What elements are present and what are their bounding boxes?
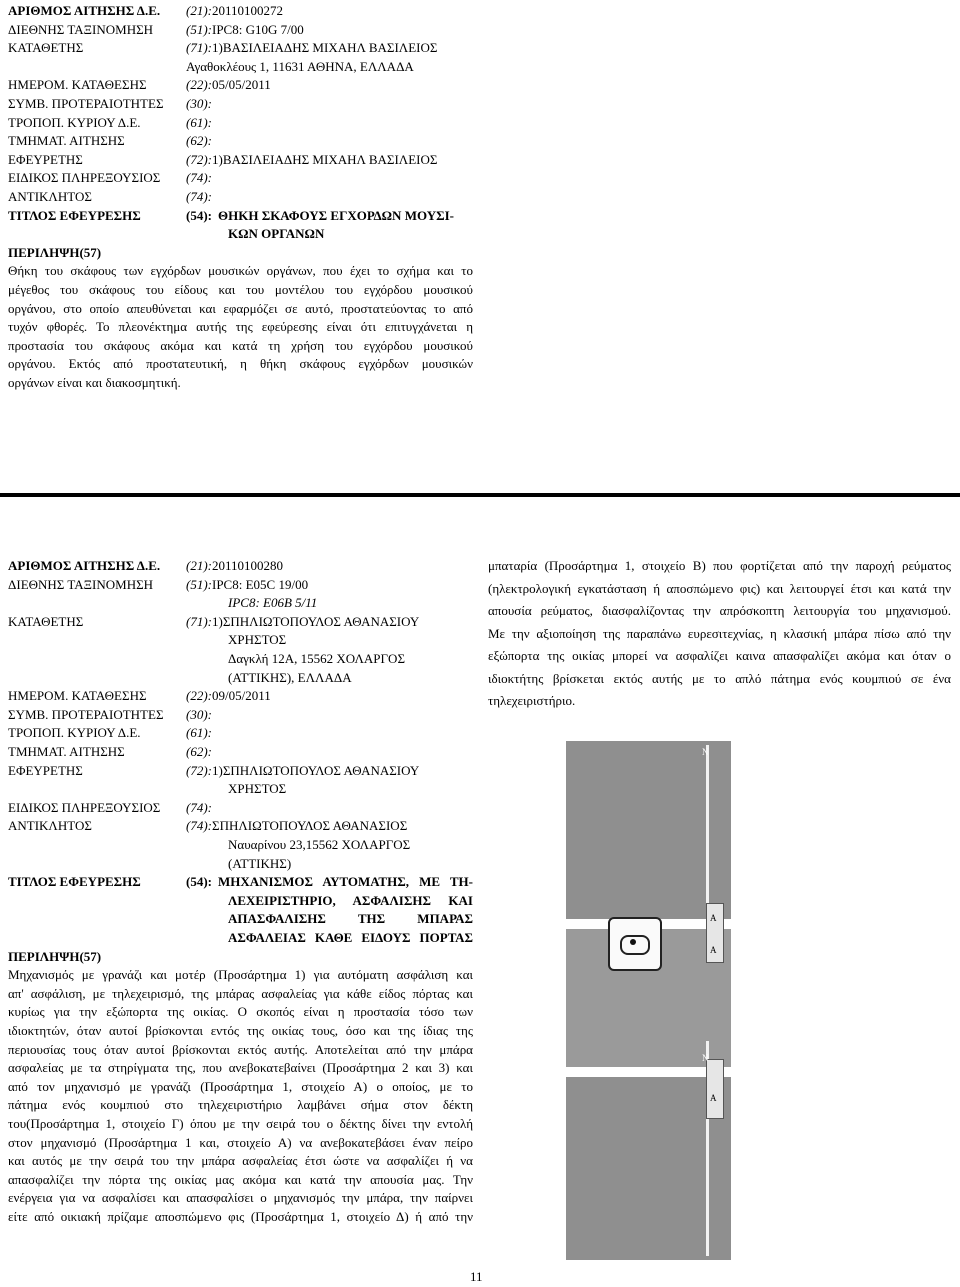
- field-value: [186, 762, 419, 781]
- field-value: [186, 576, 308, 595]
- continuation-line: τηλεχειριστήριο.: [488, 693, 576, 708]
- field-row: [8, 799, 473, 818]
- abstract-line: απασφαλίζει την πόρτα της οικίας μας ακόμα και κατά την απουσία μας. Την: [8, 1171, 473, 1187]
- continuation-line: μπαταρία (Προσάρτημα 1, στοιχείο Β) που φορτίζεται από την παροχή ρεύματος: [488, 558, 951, 573]
- field-code: (72):: [186, 151, 212, 167]
- field-text: Ναυαρίνου 23,15562 ΧΟΛΑΡΓΟΣ: [228, 837, 411, 852]
- abstract-line: και αυτός με την σειρά του την μπάρα ασφαλείας έτσι ώστε να ασφαλίζει ή να: [8, 1153, 473, 1169]
- field-value: [228, 594, 317, 613]
- field-label: ΚΑΤΑΘΕΤΗΣ: [8, 613, 84, 629]
- field-value: [186, 799, 212, 818]
- continuation-line: (ηλεκτρολογική εγκατάσταση ή αποσπώμενο φις) και λειτουργεί έτσι και κατά την: [488, 580, 951, 596]
- field-row: [8, 2, 473, 21]
- field-code: (72):: [186, 762, 212, 778]
- field-label: ΕΦΕΥΡΕΤΗΣ: [8, 151, 83, 167]
- field-row: [8, 706, 473, 725]
- field-code: (74):: [186, 799, 212, 815]
- field-value: [186, 21, 304, 40]
- invention-title-line: ΛΕΧΕΙΡΙΣΤΗΡΙΟ, ΑΣΦΑΛΙΣΗΣ ΚΑΙ: [228, 892, 473, 908]
- field-row: [8, 21, 473, 40]
- figure-letter-5: Α: [710, 1093, 717, 1103]
- figure-letter-4: Ν: [702, 1053, 709, 1063]
- field-text: (ΑΤΤΙΚΗΣ), ΕΛΛΑΔΑ: [228, 669, 352, 685]
- abstract-line: από τον μηχανισμό με γρανάζι (Προσάρτημα 1, στοιχείο Α) ο οποίος, με το: [8, 1078, 473, 1094]
- field-value: [186, 132, 212, 151]
- field-code: (21):: [186, 3, 212, 18]
- figure-letter-3: Α: [710, 945, 717, 955]
- field-row: [8, 855, 473, 874]
- invention-title-line: ΜΗΧΑΝΙΣΜΟΣ ΑΥΤΟΜΑΤΗΣ, ΜΕ ΤΗ-: [218, 874, 473, 890]
- abstract-line: απ' ασφάλιση, με τηλεχειρισμό, της μπάρας ασφαλείας για κάθε είδος πόρτας και: [8, 985, 473, 1001]
- field-text: IPC8: E06B 5/11: [228, 595, 318, 611]
- field-value: [228, 836, 410, 855]
- receiver-dot: [630, 939, 636, 945]
- field-value: [186, 2, 283, 21]
- continuation-line: ιδιοκτήτης βρίσκεται εκτός αυτής με το απλό πάτημα ενός κουμπιού σε ένα: [488, 670, 951, 686]
- field-label: ΔΙΕΘΝΗΣ ΤΑΞΙΝΟΜΗΣΗ: [8, 21, 154, 37]
- abstract-line: κυρίως για την εξώπορτα της οικίας. Ο σκοπός είναι η προστασία τόσο των: [8, 1004, 473, 1020]
- field-value: [228, 855, 291, 874]
- field-row: [8, 613, 473, 632]
- field-row: [8, 780, 473, 799]
- field-value: [186, 76, 271, 95]
- field-value: [186, 114, 212, 133]
- invention-title-code: (54):: [186, 874, 212, 890]
- abstract-heading: ΠΕΡΙΛΗΨΗ(57): [8, 244, 102, 260]
- abstract-line: ενέργεια για να ασφαλίσει και απασφαλίσει ο μηχανισμός την μπάρα, την παίρνει: [8, 1190, 473, 1206]
- abstract-heading: ΠΕΡΙΛΗΨΗ(57): [8, 948, 102, 964]
- field-value: [186, 151, 437, 170]
- field-label: ΑΡΙΘΜΟΣ ΑΙΤΗΣΗΣ Δ.Ε.: [8, 558, 161, 573]
- field-code: (71):: [186, 613, 212, 629]
- field-row: [8, 132, 473, 151]
- field-text: 05/05/2011: [212, 77, 271, 93]
- invention-title-label: ΤΙΤΛΟΣ ΕΦΕΥΡΕΣΗΣ: [8, 207, 141, 223]
- field-label: ΤΜΗΜΑΤ. ΑΙΤΗΣΗΣ: [8, 744, 125, 759]
- field-value: [186, 724, 212, 743]
- field-code: (74):: [186, 189, 212, 204]
- continuation-line: Με την αξιοποίηση της παραπάνω ευρεσιτεχνίας, η κλασική μπάρα πίσω από την: [488, 625, 951, 641]
- field-text: ΣΠΗΛΙΩΤΟΠΟΥΛΟΣ ΑΘΑΝΑΣΙΟΣ: [212, 818, 408, 834]
- field-row: [8, 39, 473, 58]
- invention-title-line: ΚΩΝ ΟΡΓΑΝΩΝ: [228, 226, 325, 242]
- field-value: [228, 669, 352, 688]
- field-value: [186, 58, 414, 77]
- abstract-line: οργάνων είναι και διακοσμητική.: [8, 375, 181, 390]
- field-row: [8, 576, 473, 595]
- abstract-line: μέγεθος του σκάφους του είδους και του μοντέλου του εγχόρδου μουσικού: [8, 282, 473, 297]
- field-code: (22):: [186, 77, 212, 93]
- field-code: (30):: [186, 706, 212, 722]
- figure-letter-2: Α: [710, 913, 717, 923]
- field-value: [186, 95, 212, 114]
- abstract-line: Μηχανισμός με γρανάζι και μοτέρ (Προσάρτημα 1) για αυτόματη ασφάλιση και: [8, 967, 473, 983]
- field-label: ΑΝΤΙΚΛΗΤΟΣ: [8, 189, 92, 204]
- invention-title-line: ΑΣΦΑΛΕΙΑΣ ΚΑΘΕ ΕΙΔΟΥΣ ΠΟΡΤΑΣ: [228, 930, 473, 945]
- field-text: IPC8: G10G 7/00: [212, 21, 304, 37]
- field-value: [186, 706, 212, 725]
- abstract-line: είτε από οικιακή πρίζαμε αποσπώμενο φις (Προσάρτημα 1, στοιχείο Δ) ή από την: [8, 1209, 473, 1224]
- field-label: ΕΦΕΥΡΕΤΗΣ: [8, 762, 83, 778]
- field-text: ΧΡΗΣΤΟΣ: [228, 632, 287, 648]
- section-divider: [0, 493, 960, 497]
- field-value: [228, 631, 286, 650]
- field-value: [186, 188, 212, 207]
- field-label: ΤΡΟΠΟΠ. ΚΥΡΙΟΥ Δ.Ε.: [8, 725, 141, 741]
- field-code: (61):: [186, 114, 212, 130]
- field-label: ΑΡΙΘΜΟΣ ΑΙΤΗΣΗΣ Δ.Ε.: [8, 3, 161, 18]
- field-code: (71):: [186, 40, 212, 56]
- figure-letter-1: Ν: [702, 747, 709, 757]
- field-text: ΧΡΗΣΤΟΣ: [228, 781, 287, 797]
- field-label: ΕΙΔΙΚΟΣ ΠΛΗΡΕΞΟΥΣΙΟΣ: [8, 170, 161, 186]
- patent-drawing: [566, 741, 731, 1260]
- field-text: 20110100280: [212, 558, 284, 573]
- field-row: [8, 817, 473, 836]
- field-text: 1)ΣΠΗΛΙΩΤΟΠΟΥΛΟΣ ΑΘΑΝΑΣΙΟΥ: [212, 613, 420, 629]
- field-row: [8, 114, 473, 133]
- abstract-line: προστασία του σκάφους ακόμα και κατά τη χρήση του εγχόρδου μουσικού: [8, 337, 473, 353]
- field-row: [8, 687, 473, 706]
- receiver-button: [620, 935, 650, 955]
- field-row: [8, 594, 473, 613]
- field-label: ΔΙΕΘΝΗΣ ΤΑΞΙΝΟΜΗΣΗ: [8, 576, 154, 592]
- field-value: [228, 780, 286, 799]
- field-text: 20110100272: [212, 3, 284, 18]
- field-row: [8, 724, 473, 743]
- field-label: ΕΙΔΙΚΟΣ ΠΛΗΡΕΞΟΥΣΙΟΣ: [8, 799, 161, 815]
- field-value: [186, 39, 437, 58]
- page-number: 11: [470, 1269, 483, 1284]
- field-label: ΣΥΜΒ. ΠΡΟΤΕΡΑΙΟΤΗΤΕΣ: [8, 96, 164, 111]
- field-label: ΚΑΤΑΘΕΤΗΣ: [8, 40, 84, 56]
- field-code: (61):: [186, 725, 212, 741]
- continuation-line: εξώπορτα της οικίας μπορεί να ασφαλίζει καινα απασφαλίζει ακόμα και όταν ο: [488, 648, 951, 663]
- field-label: ΤΡΟΠΟΠ. ΚΥΡΙΟΥ Δ.Ε.: [8, 114, 141, 130]
- field-value: [186, 743, 212, 762]
- invention-title-line: ΘΗΚΗ ΣΚΑΦΟΥΣ ΕΓΧΟΡΔΩΝ ΜΟΥΣΙ-: [218, 207, 455, 223]
- field-value: [186, 169, 212, 188]
- abstract-line: του(Προσάρτημα 1, στοιχείο Γ) όπου με την σειρά του ο δέκτης δίνει την εντολή: [8, 1116, 473, 1131]
- field-value: [186, 817, 407, 836]
- field-code: (51):: [186, 21, 212, 37]
- field-code: (51):: [186, 576, 212, 592]
- field-row: [8, 76, 473, 95]
- field-code: (21):: [186, 558, 212, 573]
- field-row: [8, 151, 473, 170]
- field-row: [8, 669, 473, 688]
- abstract-line: περιουσίας τους όταν αυτοί βρίσκονται εκτός αυτής. Αποτελείται από την μπάρα: [8, 1041, 473, 1057]
- field-text: Δαγκλή 12Α, 15562 ΧΟΛΑΡΓΟΣ: [228, 651, 406, 666]
- field-code: (62):: [186, 744, 212, 759]
- field-text: 1)ΣΠΗΛΙΩΤΟΠΟΥΛΟΣ ΑΘΑΝΑΣΙΟΥ: [212, 762, 420, 778]
- field-code: (62):: [186, 133, 212, 149]
- field-row: [8, 95, 473, 114]
- field-text: IPC8: E05C 19/00: [212, 576, 309, 592]
- abstract-line: ασφαλείας με τα στηρίγματα της, που ανεβοκατεβαίνει (Προσάρτημα 2 και 3) και: [8, 1060, 473, 1076]
- abstract-line: οργάνου. Εκτός από προστατευτική, η θήκη σκάφους εγχόρδων μουσικών: [8, 356, 473, 372]
- field-row: [8, 631, 473, 650]
- abstract-line: οργάνου, στο οποίο απευθύνεται και εφαρμόζει σε αυτό, προστατεύοντας το από: [8, 300, 473, 316]
- field-code: (30):: [186, 96, 212, 111]
- invention-title-label: ΤΙΤΛΟΣ ΕΦΕΥΡΕΣΗΣ: [8, 874, 141, 890]
- abstract-line: πάτημα ενός κουμπιού στο τηλεχειριστήριο λαμβάνει σήμα στον δέκτη: [8, 1097, 473, 1113]
- abstract-line: στον μηχανισμό (Προσάρτημα 1 και, στοιχείο Α) να ανεβοκατεβάσει έναν πείρο: [8, 1134, 473, 1150]
- receiver-plate: [608, 917, 662, 971]
- field-code: (22):: [186, 688, 212, 704]
- field-row: [8, 836, 473, 855]
- continuation-line: απουσία ρεύματος, διασφαλίζοντας την απρόσκοπτη λειτουργία του μηχανισμού.: [488, 603, 951, 618]
- field-code: (74):: [186, 170, 212, 186]
- field-row: [8, 743, 473, 762]
- field-label: ΗΜΕΡΟΜ. ΚΑΤΑΘΕΣΗΣ: [8, 688, 147, 704]
- abstract-line: Θήκη του σκάφους των εγχόρδων μουσικών οργάνων, που έχει το σχήμα και το: [8, 263, 473, 279]
- field-row: [8, 188, 473, 207]
- field-text: 09/05/2011: [212, 688, 271, 704]
- field-label: ΤΜΗΜΑΤ. ΑΙΤΗΣΗΣ: [8, 133, 125, 149]
- field-row: [8, 169, 473, 188]
- field-text: Αγαθοκλέους 1, 11631 ΑΘΗΝΑ, ΕΛΛΑΔΑ: [186, 58, 414, 74]
- field-label: ΣΥΜΒ. ΠΡΟΤΕΡΑΙΟΤΗΤΕΣ: [8, 706, 164, 722]
- field-row: [8, 762, 473, 781]
- abstract-line: ιδιοκτητών, όταν αυτοί βρίσκονται εντός της οικίας τους, όσο και της ίδιας της: [8, 1023, 473, 1038]
- abstract-line: τυχόν φθορές. Το πλεονέκτημα αυτής της εφεύρεσης είναι ότι επιτυγχάνεται η: [8, 319, 473, 335]
- field-value: [186, 687, 271, 706]
- field-value: [186, 557, 283, 576]
- field-code: (74):: [186, 818, 212, 834]
- invention-title-code: (54):: [186, 207, 212, 223]
- field-label: ΗΜΕΡΟΜ. ΚΑΤΑΘΕΣΗΣ: [8, 77, 147, 93]
- field-value: [228, 650, 405, 669]
- field-label: ΑΝΤΙΚΛΗΤΟΣ: [8, 818, 92, 834]
- invention-title-line: ΑΠΑΣΦΑΛΙΣΗΣ ΤΗΣ ΜΠΑΡΑΣ: [228, 911, 473, 927]
- field-value: [186, 613, 419, 632]
- field-text: (ΑΤΤΙΚΗΣ): [228, 855, 292, 871]
- field-row: [8, 58, 473, 77]
- field-text: 1)ΒΑΣΙΛΕΙΑΔΗΣ ΜΙΧΑΗΛ ΒΑΣΙΛΕΙΟΣ: [212, 40, 438, 56]
- field-row: [8, 650, 473, 669]
- field-row: [8, 557, 473, 576]
- field-text: 1)ΒΑΣΙΛΕΙΑΔΗΣ ΜΙΧΑΗΛ ΒΑΣΙΛΕΙΟΣ: [212, 151, 438, 167]
